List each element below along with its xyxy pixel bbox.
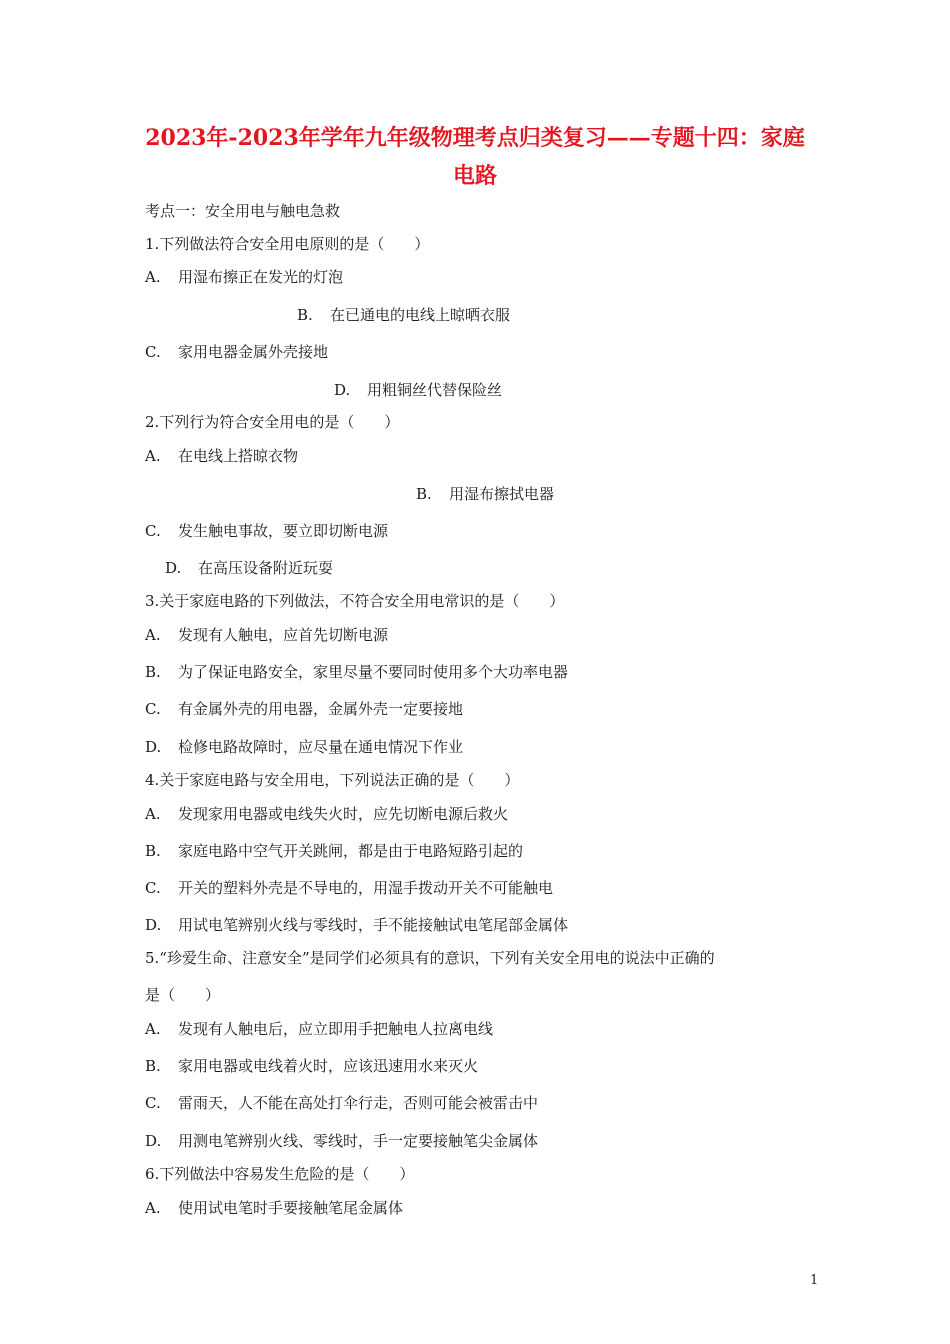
- option-letter: A.: [145, 1020, 161, 1038]
- question-5-stem-cont: 是（ ）: [145, 986, 221, 1004]
- option-text: 家用电器或电线着火时，应该迅速用水来灭火: [178, 1057, 479, 1075]
- option-text: 使用试电笔时手要接触笔尾金属体: [178, 1199, 404, 1217]
- option-text: 在电线上搭晾衣物: [178, 447, 299, 465]
- option-letter: A.: [145, 805, 161, 823]
- option-letter: B.: [297, 306, 313, 324]
- option-letter: A.: [145, 626, 161, 644]
- option-text: 用粗铜丝代替保险丝: [367, 381, 503, 399]
- option-letter: D.: [145, 1132, 162, 1150]
- question-5-stem: 5.“珍爱生命、注意安全”是同学们必须具有的意识，下列有关安全用电的说法中正确的: [145, 949, 715, 967]
- q1-option-a: [145, 267, 343, 287]
- q3-option-c: [145, 699, 463, 719]
- option-letter: B.: [145, 663, 161, 681]
- q2-option-c: [145, 521, 388, 541]
- option-letter: A.: [145, 447, 161, 465]
- option-text: 发现有人触电，应首先切断电源: [178, 626, 389, 644]
- question-2-stem: 2.下列行为符合安全用电的是（ ）: [145, 413, 400, 431]
- option-letter: B.: [416, 485, 432, 503]
- title-line-2: 电路: [452, 163, 497, 189]
- option-text: 开关的塑料外壳是不导电的，用湿手拨动开关不可能触电: [178, 879, 554, 897]
- option-letter: B.: [145, 1057, 161, 1075]
- q2-option-a: [145, 446, 298, 466]
- q5-option-c: [145, 1093, 538, 1113]
- option-text: 用试电笔辨别火线与零线时，手不能接触试电笔尾部金属体: [178, 916, 569, 934]
- option-letter: D.: [334, 381, 351, 399]
- q6-option-a: [145, 1198, 403, 1218]
- q4-option-c: [145, 878, 553, 898]
- question-3-stem: 3.关于家庭电路的下列做法，不符合安全用电常识的是（ ）: [145, 592, 565, 610]
- q4-option-b: [145, 841, 523, 861]
- option-text: 用测电笔辨别火线、零线时，手一定要接触笔尖金属体: [178, 1132, 539, 1150]
- option-text: 在已通电的电线上晾晒衣服: [330, 306, 511, 324]
- option-letter: A.: [145, 1199, 161, 1217]
- q5-option-b: [145, 1056, 478, 1076]
- option-text: 发现家用电器或电线失火时，应先切断电源后救火: [178, 805, 509, 823]
- q3-option-a: [145, 625, 388, 645]
- option-letter: D.: [165, 559, 182, 577]
- option-text: 家用电器金属外壳接地: [178, 343, 329, 361]
- option-text: 雷雨天，人不能在高处打伞行走，否则可能会被雷击中: [178, 1094, 539, 1112]
- section-heading: 考点一：安全用电与触电急救: [145, 202, 341, 220]
- option-text: 发生触电事故，要立即切断电源: [178, 522, 389, 540]
- question-1-stem: 1.下列做法符合安全用电原则的是（ ）: [145, 235, 430, 253]
- question-4-stem: 4.关于家庭电路与安全用电，下列说法正确的是（ ）: [145, 771, 520, 789]
- q4-option-d: [145, 915, 568, 935]
- option-text: 家庭电路中空气开关跳闸，都是由于电路短路引起的: [178, 842, 524, 860]
- option-letter: C.: [145, 879, 161, 897]
- option-text: 为了保证电路安全，家里尽量不要同时使用多个大功率电器: [178, 663, 569, 681]
- q1-option-d: [334, 380, 502, 400]
- q1-option-c: [145, 342, 328, 362]
- option-text: 有金属外壳的用电器，金属外壳一定要接地: [178, 700, 464, 718]
- option-text: 用湿布擦拭电器: [449, 485, 555, 503]
- option-letter: D.: [145, 916, 162, 934]
- option-letter: C.: [145, 343, 161, 361]
- page-number: 1: [810, 1273, 819, 1288]
- option-letter: C.: [145, 1094, 161, 1112]
- document-title: [100, 119, 850, 195]
- option-letter: A.: [145, 268, 161, 286]
- option-text: 检修电路故障时，应尽量在通电情况下作业: [178, 738, 464, 756]
- q3-option-d: [145, 737, 463, 757]
- q1-option-b: [297, 305, 510, 325]
- option-letter: D.: [145, 738, 162, 756]
- q2-option-d: [165, 558, 333, 578]
- q4-option-a: [145, 804, 508, 824]
- question-6-stem: 6.下列做法中容易发生危险的是（ ）: [145, 1165, 415, 1183]
- q5-option-a: [145, 1019, 493, 1039]
- q2-option-b: [416, 484, 554, 504]
- q5-option-d: [145, 1131, 538, 1151]
- option-letter: C.: [145, 700, 161, 718]
- option-text: 用湿布擦正在发光的灯泡: [178, 268, 344, 286]
- option-text: 在高压设备附近玩耍: [198, 559, 334, 577]
- option-letter: B.: [145, 842, 161, 860]
- option-letter: C.: [145, 522, 161, 540]
- option-text: 发现有人触电后，应立即用手把触电人拉离电线: [178, 1020, 494, 1038]
- title-line-1: 2023年-2023年学年九年级物理考点归类复习——专题十四：家庭: [145, 125, 805, 151]
- q3-option-b: [145, 662, 568, 682]
